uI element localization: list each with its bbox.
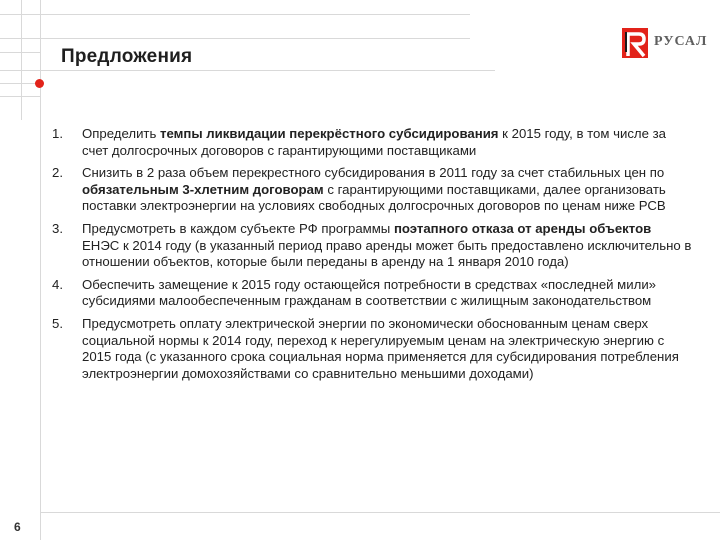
list-item-text: Предусмотреть оплату электрической энергии по экономически обоснованным ценам сверх социальной нормы к 2014 году, переход к нерегулируемым ценам на электрическую энергию с 2015 года (с указанного срока социальная норма применяется для субсидирования потребления электроэнергии домохозяйствами со сравнительно меньшими доходами) [82,315,679,381]
list-item-number: 5. [52,315,63,331]
logo-text: РУСАЛ [654,34,708,49]
list-item-number: 3. [52,220,63,236]
grid-line [21,0,22,120]
grid-line [0,96,40,97]
grid-line [40,512,720,513]
grid-line [0,14,470,15]
list-item-text: Обеспечить замещение к 2015 году остающейся потребности в средствах «последней мили» субсидиями малообеспеченным гражданам в соответствии с жилищным законодательством [82,276,657,309]
list-item [52,165,692,215]
grid-line [0,70,495,71]
grid-line [0,52,40,53]
list-item-number: 4. [52,276,63,292]
list-item-number: 1. [52,126,63,141]
list-item-text: Снизить в 2 раза объем перекрестного субсидирования в 2011 году за счет стабильных цен по [82,165,665,181]
list-item-text: Определить [82,126,161,141]
list-item-emphasis: поэтапного отказа от аренды объектов [393,220,652,236]
slide-title: Предложения [61,46,193,67]
list-item-emphasis: обязательным 3-хлетним договорам [82,181,324,197]
proposals-list [52,126,692,388]
grid-line [0,83,40,84]
list-item [52,316,692,382]
list-item-text: ЕНЭС к 2014 году (в указанный период право аренды может быть предоставлено исключительно в отношении объектов, которые были переданы в аренду на 1 января 2010 года) [82,237,692,270]
list-item-text: с гарантирующими поставщиками, далее организовать поставки электроэнергии на условиях свободных долгосрочных договоров по ценам ниже РСВ [82,181,666,214]
list-item [52,221,692,271]
grid-line [0,38,470,39]
list-item-number: 2. [52,165,63,181]
page-number: 6 [14,520,21,534]
list-item-emphasis: темпы ликвидации перекрёстного субсидирования [160,126,499,141]
list-item-text: к 2015 году, в том числе за счет долгосрочных договоров с гарантирующими поставщиками [82,126,667,158]
list-item [52,126,692,159]
accent-dot [35,79,44,88]
list-item-text: Предусмотреть в каждом субъекте РФ программы [82,220,394,236]
list-item [52,277,692,310]
